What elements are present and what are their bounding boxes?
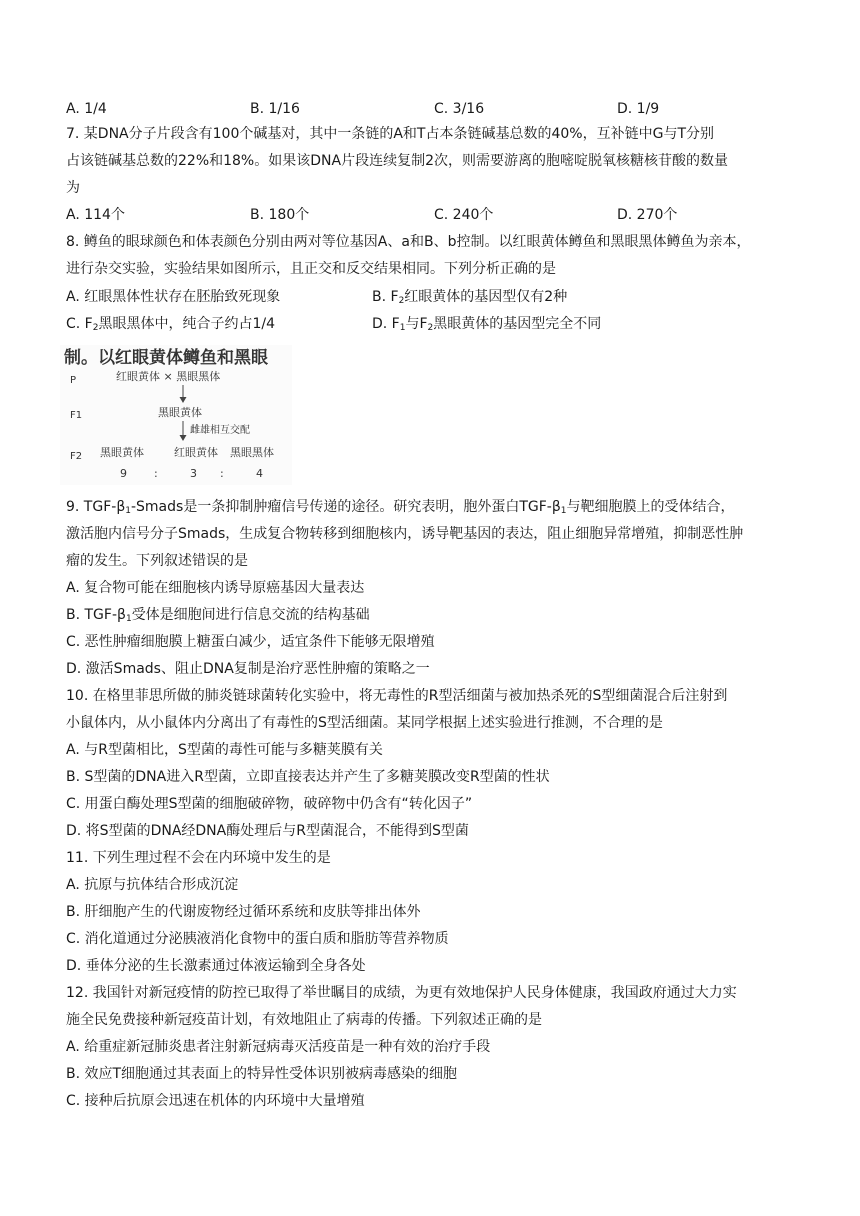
q11-option-d: D. 垂体分泌的生长激素通过体液运输到全身各处	[66, 958, 366, 974]
q8-option-a: A. 红眼黑体性状存在胚胎致死现象	[66, 289, 281, 305]
arrow-head-f1-f2	[180, 435, 187, 441]
q7-option-a: A. 114个	[66, 207, 125, 223]
q8-option-b: B. $F_2$红眼黄体的基因型仅有2种	[372, 289, 568, 306]
q10-option-c: C. 用蛋白酶处理S型菌的细胞破碎物，破碎物中仍含有“转化因子”	[66, 796, 473, 812]
q9-option-b: B. TGF-$\beta_1$受体是细胞间进行信息交流的结构基础	[66, 607, 370, 624]
p-label: P	[70, 375, 77, 386]
q12-option-b: B. 效应T细胞通过其表面上的特异性受体识别被病毒感染的细胞	[66, 1066, 458, 1082]
f2-phenotype-1: 黑眼黄体	[100, 446, 144, 459]
q9-stem-line-1: 9. TGF-$\beta_1$-Smads是一条抑制肿瘤信号传递的途径。研究表明，胞外蛋白TGF-$\beta_1$与靶细胞膜上的受体结合，	[66, 499, 735, 516]
q9-stem-line-2: 激活胞内信号分子Smads，生成复合物转移到细胞核内，诱导靶基因的表达，阻止细胞异常增殖，抑制恶性肿	[66, 526, 744, 542]
q11-option-a: A. 抗原与抗体结合形成沉淀	[66, 877, 239, 893]
q10-stem-line-1: 10. 在格里菲思所做的肺炎链球菌转化实验中，将无毒性的R型活细菌与被加热杀死的S型细菌混合后注射到	[66, 688, 728, 704]
ratio-3: 3	[190, 467, 197, 480]
ratio-9: 9	[120, 467, 127, 480]
q11-stem-line-1: 11. 下列生理过程不会在内环境中发生的是	[66, 850, 331, 866]
q7-option-c: C. 240个	[434, 207, 494, 223]
figure-caption: 制。以红眼黄体鳟鱼和黑眼	[64, 348, 268, 368]
f1-phenotype: 黑眼黄体	[158, 406, 202, 419]
q7-stem-line-3: 为	[66, 180, 80, 196]
ratio-sep-2: :	[220, 467, 224, 480]
f2-label: F2	[70, 451, 83, 462]
mating-note: 雌雄相互交配	[190, 425, 250, 436]
q12-option-c: C. 接种后抗原会迅速在机体的内环境中大量增殖	[66, 1093, 365, 1109]
q8-stem-line-2: 进行杂交实验，实验结果如图所示，且正交和反交结果相同。下列分析正确的是	[66, 261, 556, 277]
q9-option-a: A. 复合物可能在细胞核内诱导原癌基因大量表达	[66, 580, 365, 596]
ratio-sep-1: :	[154, 467, 158, 480]
q6-option-b: B. 1/16	[250, 101, 300, 117]
cross-diagram-svg	[60, 345, 292, 485]
f1-label: F1	[70, 410, 83, 421]
q7-option-b: B. 180个	[250, 207, 310, 223]
q8-option-c: C. $F_2$黑眼黑体中，纯合子约占1/4	[66, 316, 275, 333]
q12-stem-line-2: 施全民免费接种新冠疫苗计划，有效地阻止了病毒的传播。下列叙述正确的是	[66, 1012, 542, 1028]
q9-option-c: C. 恶性肿瘤细胞膜上糖蛋白减少，适宜条件下能够无限增殖	[66, 634, 435, 650]
q6-option-c: C. 3/16	[434, 101, 485, 117]
cross-diagram	[60, 345, 292, 485]
q10-option-a: A. 与R型菌相比，S型菌的毒性可能与多糖荚膜有关	[66, 742, 383, 758]
q6-option-d: D. 1/9	[617, 101, 660, 117]
q11-option-c: C. 消化道通过分泌胰液消化食物中的蛋白质和脂肪等营养物质	[66, 931, 449, 947]
q8-option-d: D. $F_1$与$F_2$黑眼黄体的基因型完全不同	[372, 316, 602, 333]
q10-option-b: B. S型菌的DNA进入R型菌，立即直接表达并产生了多糖荚膜改变R型菌的性状	[66, 769, 550, 785]
q7-stem-line-1: 7. 某DNA分子片段含有100个碱基对，其中一条链的A和T占本条链碱基总数的40%，互补链中G与T分别	[66, 126, 715, 142]
q6-option-a: A. 1/4	[66, 101, 107, 117]
q7-option-d: D. 270个	[617, 207, 678, 223]
q12-stem-line-1: 12. 我国针对新冠疫情的防控已取得了举世瞩目的成绩，为更有效地保护人民身体健康，我国政府通过大力实	[66, 985, 737, 1001]
q8-stem-line-1: 8. 鳟鱼的眼球颜色和体表颜色分别由两对等位基因A、a和B、b控制。以红眼黄体鳟鱼和黑眼黑体鳟鱼为亲本，	[66, 234, 751, 250]
q9-option-d: D. 激活Smads、阻止DNA复制是治疗恶性肿瘤的策略之一	[66, 661, 430, 677]
q12-option-a: A. 给重症新冠肺炎患者注射新冠病毒灭活疫苗是一种有效的治疗手段	[66, 1039, 491, 1055]
p-cross: 红眼黄体 × 黑眼黑体	[116, 370, 221, 383]
q9-stem-line-3: 瘤的发生。下列叙述错误的是	[66, 553, 248, 569]
arrow-head-p-f1	[180, 397, 187, 403]
ratio-4: 4	[256, 467, 263, 480]
f2-phenotype-2: 红眼黄体	[174, 446, 218, 459]
q10-option-d: D. 将S型菌的DNA经DNA酶处理后与R型菌混合，不能得到S型菌	[66, 823, 469, 839]
q10-stem-line-2: 小鼠体内，从小鼠体内分离出了有毒性的S型活细菌。某同学根据上述实验进行推测，不合理的是	[66, 715, 663, 731]
q7-stem-line-2: 占该链碱基总数的22%和18%。如果该DNA片段连续复制2次，则需要游离的胞嘧啶脱氧核糖核苷酸的数量	[66, 153, 728, 169]
f2-phenotype-3: 黑眼黑体	[230, 446, 274, 459]
q11-option-b: B. 肝细胞产生的代谢废物经过循环系统和皮肤等排出体外	[66, 904, 421, 920]
